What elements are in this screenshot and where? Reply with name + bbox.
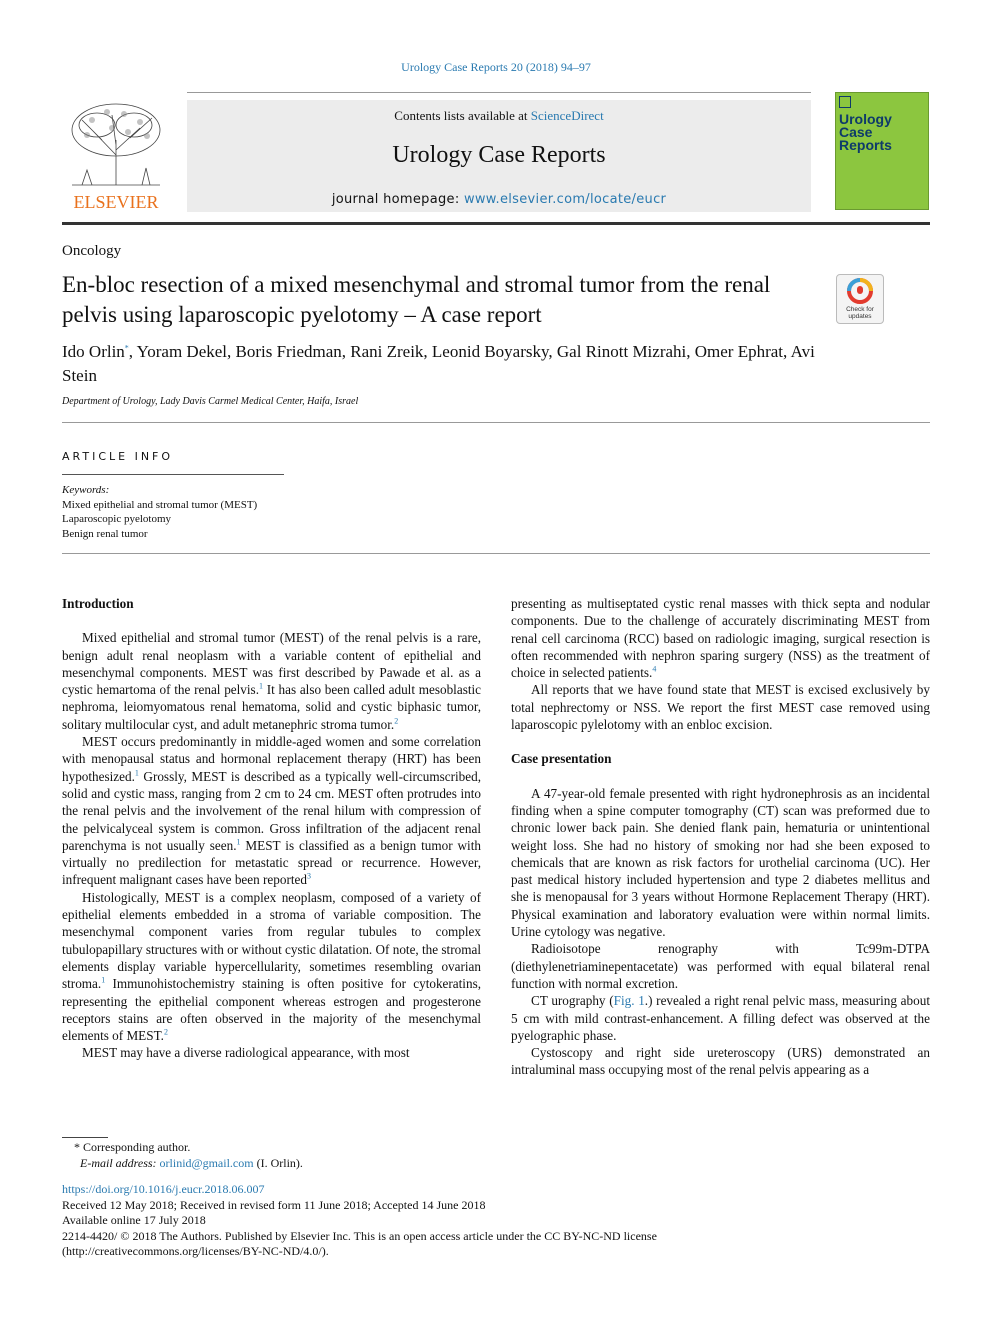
check-for-updates-button[interactable]: [836, 274, 884, 324]
sciencedirect-link[interactable]: ScienceDirect: [530, 108, 604, 123]
keywords: [62, 483, 257, 541]
corresponding-author-note: * Corresponding author.: [74, 1140, 191, 1154]
journal-title: Urology Case Reports: [392, 142, 606, 168]
paragraph: presenting as multiseptated cystic renal masses with thick septa and nodular components. Due to the challenge of accurately discriminating MEST from renal cell carcinoma (RCC) based on radiologic imaging, surgical resection is often recommended with nephron sparing surgery (NSS) as the treatment of choice in selected patients.$^4$: [511, 596, 930, 681]
figure-link[interactable]: Fig. 1: [613, 993, 645, 1009]
paragraph: CT urography (Fig. 1.) revealed a right renal pelvic mass, measuring about 5 cm with mild contrast-enhancement. A filling defect was observed at the pyelographic phase.: [511, 993, 930, 1043]
citation[interactable]: 1: [101, 975, 106, 985]
author-first: Ido Orlin: [62, 342, 125, 361]
homepage-link[interactable]: www.elsevier.com/locate/eucr: [463, 192, 667, 207]
introduction-heading: Introduction: [62, 596, 134, 611]
article-metadata: [62, 1182, 930, 1260]
corresponding-marker[interactable]: *: [124, 343, 129, 353]
paragraph: Radioisotope renography with Tc99m-DTPA (diethylenetriaminepentacetate) was performed with equal bilateral renal function with normal excretion.: [511, 941, 930, 991]
header-rule: [62, 222, 930, 225]
left-column: [62, 595, 481, 1062]
paragraph: A 47-year-old female presented with right hydronephrosis as an incidental finding when a spine computer tomography (CT) scan was preformed due to chronic lower back pain. She denied flank pain, hematuria or unintentional weight loss. She had no history of smoking nor had she been exposed to chemicals that are known as risk factors for urothelial carcinoma (UC). Her past medical history included hypertension and type 2 diabetes mellitus and she is menopausal for 3 years without Hormone Replacement Therapy (HRT). Physical examination and laboratory evaluation were within normal limits. Urine cytology was negative.: [511, 785, 930, 940]
citation[interactable]: 3: [306, 872, 311, 882]
paragraph: Mixed epithelial and stromal tumor (MEST) of the renal pelvis is a rare, benign adult renal neoplasm with a variable content of epithelial and mesenchymal components. MEST was first described by Pawade et al. as a cystic hemartoma of the renal pelvis.$^1$ It has also been called adult mesoblastic nephroma, leiomyomatous renal hematoma, solid and cystic biphasic tumor, solitary multilocular cyst, and adult metanephric stroma tumor.$^2$: [62, 630, 482, 732]
citation[interactable]: 2: [163, 1027, 168, 1037]
paragraph: MEST may have a diverse radiological appearance, with most: [82, 1045, 410, 1061]
keyword: Laparoscopic pyelotomy: [62, 513, 172, 525]
homepage-label: journal homepage:: [331, 192, 464, 207]
masthead-top-rule: [187, 92, 811, 93]
cover-title-line: Reports: [839, 137, 892, 153]
right-column: [511, 595, 930, 1079]
cover-title-line: Case: [839, 124, 873, 140]
divider: [62, 553, 930, 554]
elsevier-logo: [62, 100, 170, 212]
footnote-rule: [62, 1137, 108, 1138]
publisher-name: ELSEVIER: [73, 192, 159, 212]
divider: [62, 422, 930, 423]
affiliation: Department of Urology, Lady Davis Carmel Medical Center, Haifa, Israel: [62, 396, 359, 407]
check-updates-label: Check for updates: [846, 306, 874, 320]
cover-title-line: Urology: [839, 111, 892, 127]
available-date: Available online 17 July 2018: [62, 1213, 206, 1227]
journal-cover: [835, 92, 929, 210]
citation[interactable]: 1: [259, 681, 263, 691]
license-line: 2214-4420/ © 2018 The Authors. Published by Elsevier Inc. This is an open access article under the CC BY-NC-ND license: [62, 1228, 657, 1243]
journal-masthead: [187, 100, 811, 212]
citation[interactable]: 4: [652, 664, 657, 674]
author-rest: , Yoram Dekel, Boris Friedman, Rani Zreik, Leonid Boyarsky, Gal Rinott Mizrahi, Omer Ephrat, Avi Stein: [62, 342, 815, 385]
section-label: Oncology: [62, 243, 122, 259]
keywords-label: Keywords:: [62, 484, 110, 496]
homepage-line: [187, 192, 811, 207]
license-url[interactable]: (http://creativecommons.org/licenses/BY-NC-ND/4.0/).: [62, 1244, 329, 1258]
received-dates: Received 12 May 2018; Received in revised form 11 June 2018; Accepted 14 June 2018: [62, 1197, 486, 1212]
paragraph: Cystoscopy and right side ureteroscopy (URS) demonstrated an intraluminal mass occupying most of the renal pelvis appearing as a: [511, 1045, 930, 1078]
authors: [62, 340, 842, 388]
paragraph: All reports that we have found state that MEST is excised exclusively by total nephrectomy or NSS. We report the first MEST case removed using laparoscopic pylelotomy with an enbloc excision.: [511, 682, 930, 733]
footnote: [62, 1139, 482, 1171]
citation[interactable]: 1: [236, 837, 241, 847]
citation[interactable]: 1: [134, 768, 139, 778]
cover-title: [839, 113, 892, 152]
email-line: E-mail address: orlinid@gmail.com (I. Orlin).: [80, 1156, 303, 1170]
article-info-rule: [62, 474, 284, 475]
doi-link[interactable]: https://doi.org/10.1016/j.eucr.2018.06.007: [62, 1182, 265, 1196]
email-link[interactable]: orlinid@gmail.com: [159, 1156, 254, 1170]
keyword: Benign renal tumor: [62, 527, 148, 540]
paragraph: Histologically, MEST is a complex neoplasm, composed of a variety of epithelial elements embedded in a stroma of variable composition. The mesenchymal component varies from regular tubules to complex tubulopapillary structures with or without cystic dilatation. Of note, the stromal elements display variable hypercellularity, sometimes resembling ovarian stroma.$^1$ Immunohistochemistry staining is often positive for cytokeratins, representing the epithelial component whereas estrogen and progesterone receptors stains are often observed in the majority of the mesenchymal elements of MEST.$^2$: [62, 889, 481, 1044]
article-info-heading: ARTICLE INFO: [62, 450, 174, 463]
citation[interactable]: 2: [394, 716, 399, 726]
contents-prefix: Contents lists available at: [394, 108, 531, 123]
tree-icon: [62, 100, 170, 212]
article-title: En-bloc resection of a mixed mesenchymal and stromal tumor from the renal pelvis using laparoscopic pyelotomy – A case report: [62, 272, 771, 327]
keyword: Mixed epithelial and stromal tumor (MEST): [62, 498, 258, 511]
contents-line: [187, 108, 811, 124]
paragraph: MEST occurs predominantly in middle-aged women and some correlation with menopausal status and hormonal replacement therapy (HRT) has been hypothesized.$^1$ Grossly, MEST is described as a typically well-circumscribed, solid and cystic mass, ranging from 2 cm to 24 cm. MEST often protrudes into the renal pelvis and the involvement of the renal hilum with compression of the pelvicalyceal system is common. Gross infiltration of the adjacent renal parenchyma is not usually seen.$^1$ MEST is classified as a benign tumor with virtually no predilection for metastatic spread or recurrence. However, infrequent malignant cases have been reported$^3$: [62, 734, 481, 888]
case-presentation-heading: Case presentation: [511, 751, 612, 767]
cover-logo-icon: [839, 96, 851, 108]
journal-reference[interactable]: Urology Case Reports 20 (2018) 94–97: [401, 60, 591, 74]
